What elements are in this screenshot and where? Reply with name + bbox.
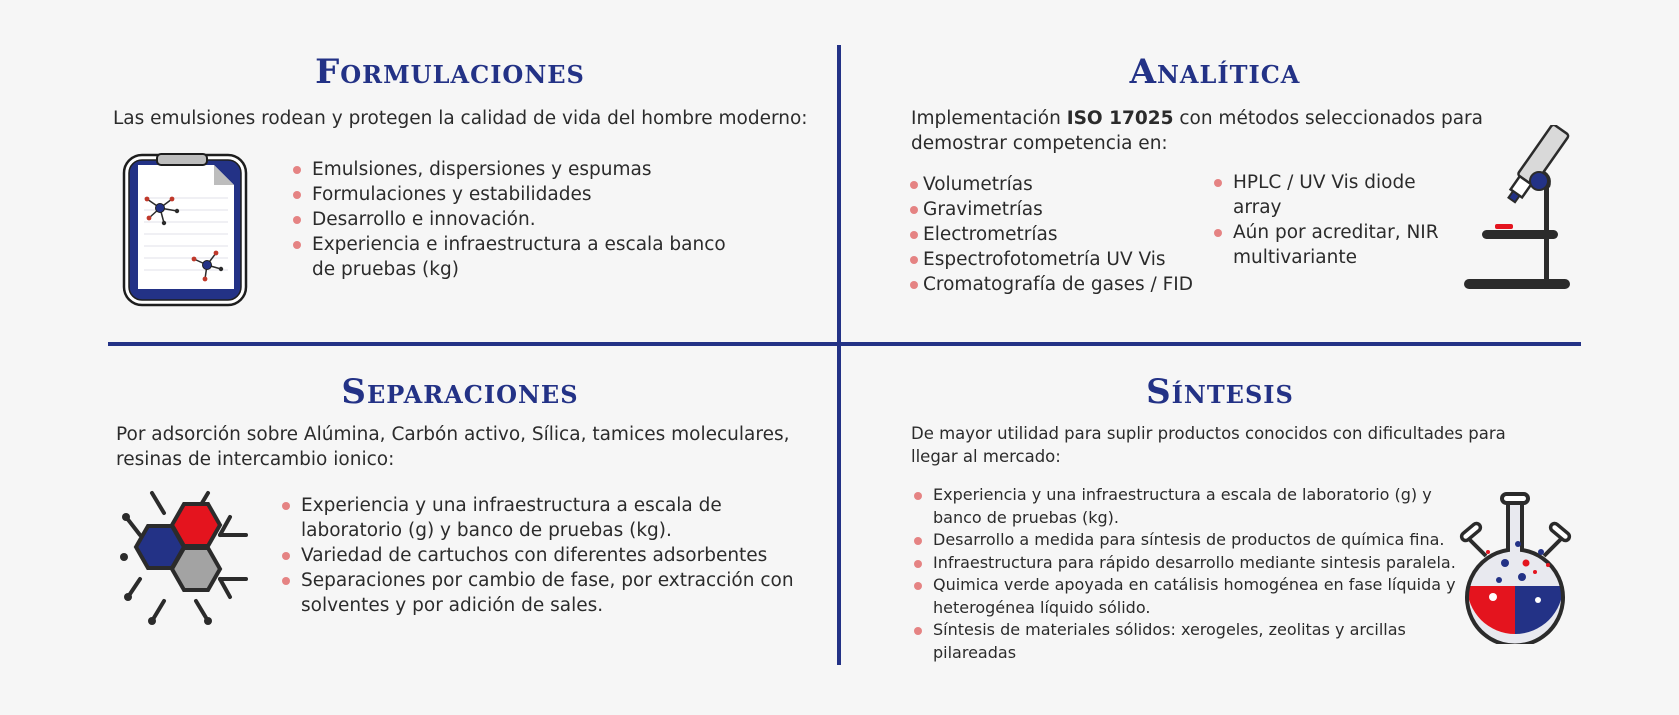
list-item: Espectrofotometría UV Vis [907,247,1207,272]
analitica-list-right [1211,170,1456,270]
list-item: Emulsiones, dispersiones y espumas [290,157,730,182]
list-item: Quimica verde apoyada en catálisis homogénea en fase líquida y heterogénea líquido sólido. [911,574,1471,619]
list-item: Cromatografía de gases / FID [907,272,1207,297]
analitica-title: Analítica [1129,52,1301,92]
list-item: Volumetrías [907,172,1207,197]
list-item: Infraestructura para rápido desarrollo mediante sintesis paralela. [911,552,1471,575]
separaciones-list [279,493,809,618]
list-item: Síntesis de materiales sólidos: xerogeles, zeolitas y arcillas pilareadas [911,619,1471,664]
list-item: Electrometrías [907,222,1207,247]
iso-standard: ISO 17025 [1066,108,1174,129]
list-item: Experiencia y una infraestructura a escala de laboratorio (g) y banco de pruebas (kg). [279,493,809,543]
hexagon-structure-icon [118,485,252,634]
analitica-list-left [907,172,1207,297]
sintesis-title: Síntesis [1146,372,1294,412]
separaciones-intro: Por adsorción sobre Alúmina, Carbón activo, Sílica, tamices moleculares, resinas de intercambio ionico: [116,424,790,470]
analitica-intro-before: Implementación [911,108,1067,129]
formulaciones-title: Formulaciones [315,52,585,92]
list-item: Desarrollo e innovación. [290,207,730,232]
list-item: Experiencia e infraestructura a escala banco de pruebas (kg) [290,232,730,282]
list-item: Formulaciones y estabilidades [290,182,730,207]
list-item: Aún por acreditar, NIR multivariante [1211,220,1456,270]
list-item: HPLC / UV Vis diode array [1211,170,1456,220]
vertical-divider [837,45,841,665]
list-item: Gravimetrías [907,197,1207,222]
clipboard-molecule-icon [122,153,248,311]
separaciones-title: Separaciones [341,372,579,412]
sintesis-list [911,484,1471,664]
analitica-intro [911,106,1531,156]
microscope-icon [1460,125,1575,299]
formulaciones-list [290,157,730,282]
sintesis-intro: De mayor utilidad para suplir productos conocidos con dificultades para llegar al mercado: [911,424,1506,466]
formulaciones-intro: Las emulsiones rodean y protegen la calidad de vida del hombre moderno: [113,108,808,129]
list-item: Desarrollo a medida para síntesis de productos de química fina. [911,529,1471,552]
analitica-intro-after: con métodos seleccionados para demostrar competencia en: [911,108,1483,154]
list-item: Separaciones por cambio de fase, por extracción con solventes y por adición de sales. [279,568,809,618]
flask-icon [1458,492,1573,648]
horizontal-divider [108,342,1581,346]
list-item: Experiencia y una infraestructura a escala de laboratorio (g) y banco de pruebas (kg). [911,484,1471,529]
list-item: Variedad de cartuchos con diferentes adsorbentes [279,543,809,568]
